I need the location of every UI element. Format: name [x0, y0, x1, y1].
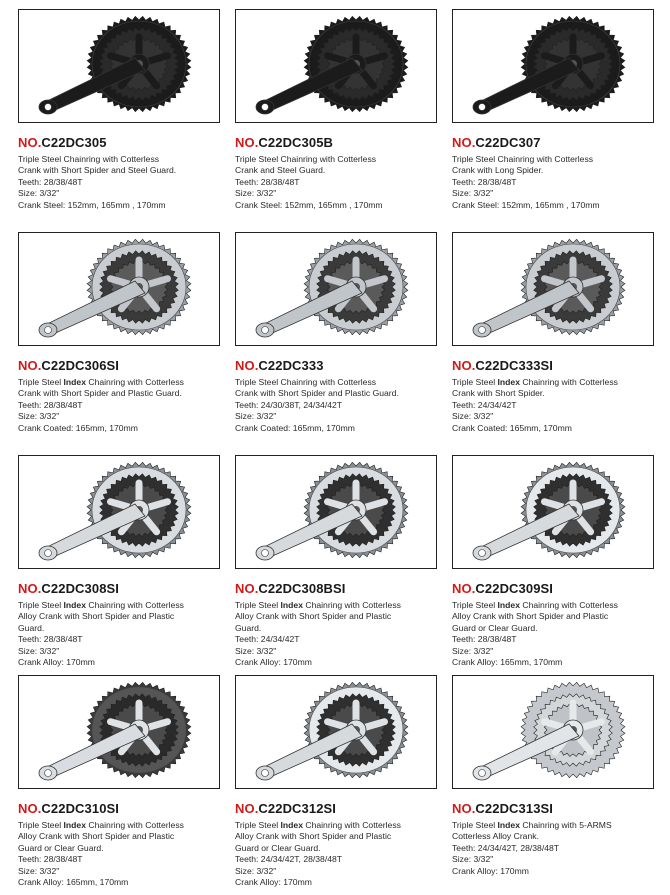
description-text: Teeth: 24/30/38T, 24/34/42T: [235, 399, 343, 410]
description-text: Chainring with Cotterless: [86, 377, 184, 387]
product-description: [18, 377, 230, 434]
description-line: [452, 388, 664, 399]
description-line: [235, 657, 447, 668]
description-line: [235, 820, 447, 831]
description-text: Crank Steel: 152mm, 165mm , 170mm: [235, 199, 383, 210]
description-line: [235, 843, 447, 854]
model-code: C22DC313SI: [475, 801, 554, 816]
description-line: [18, 388, 230, 399]
index-keyword: Index: [497, 600, 520, 610]
description-text: Crank Coated: 165mm, 170mm: [235, 422, 355, 433]
description-text: Alloy Crank with Short Spider and Plastic: [452, 611, 609, 622]
product-card: [235, 9, 447, 211]
description-line: [452, 646, 664, 657]
index-keyword: Index: [63, 377, 86, 387]
description-text: Teeth: 28/38/48T: [18, 854, 83, 865]
description-text: Size: 3/32": [18, 411, 60, 422]
product-description: [452, 600, 664, 668]
description-text: Teeth: 24/34/42T: [452, 399, 517, 410]
description-line: [18, 646, 230, 657]
description-text: Guard or Clear Guard.: [452, 622, 538, 633]
description-line: [235, 866, 447, 877]
description-text: Triple Steel: [452, 820, 498, 830]
index-keyword: Index: [280, 600, 303, 610]
description-text: Guard or Clear Guard.: [18, 842, 104, 853]
description-text: Triple Steel: [18, 600, 64, 610]
product-card: [452, 675, 664, 877]
model-number: [452, 135, 664, 150]
product-description: [18, 600, 230, 668]
description-text: Chainring with Cotterless: [86, 820, 184, 830]
product-card: [18, 9, 230, 211]
product-card: [452, 455, 664, 668]
product-card: [235, 455, 447, 668]
description-line: [235, 377, 447, 388]
description-text: Cotterless Alloy Crank.: [452, 831, 539, 842]
chainring-silver-plastic-guard-icon: [235, 232, 437, 346]
chainring-black-steel-guard-icon: [18, 9, 220, 123]
description-text: Size: 3/32": [452, 854, 494, 865]
model-code: C22DC308BSI: [258, 581, 346, 596]
description-text: Size: 3/32": [452, 188, 494, 199]
description-line: [452, 623, 664, 634]
model-number: [452, 801, 664, 816]
model-prefix: NO.: [452, 135, 476, 150]
product-description: [235, 154, 447, 211]
description-text: Teeth: 28/38/48T: [452, 176, 517, 187]
description-line: [235, 200, 447, 211]
description-line: [452, 866, 664, 877]
description-line: [18, 831, 230, 842]
description-line: [235, 854, 447, 865]
description-text: Triple Steel Chainring with Cotterless: [235, 154, 377, 164]
model-prefix: NO.: [235, 135, 259, 150]
description-line: [18, 843, 230, 854]
description-text: Crank Alloy: 170mm: [235, 657, 312, 668]
description-line: [452, 154, 664, 165]
description-line: [235, 388, 447, 399]
product-card: [18, 675, 230, 888]
description-text: Size: 3/32": [235, 645, 277, 656]
description-line: [18, 634, 230, 645]
description-text: Crank Alloy: 170mm: [452, 865, 529, 876]
model-number: [235, 358, 447, 373]
description-line: [18, 188, 230, 199]
description-text: Chainring with Cotterless: [520, 377, 618, 387]
description-text: Crank Coated: 165mm, 170mm: [452, 422, 572, 433]
model-number: [452, 581, 664, 596]
description-text: Crank with Short Spider and Plastic Guard.: [235, 388, 399, 399]
model-code: C22DC307: [475, 135, 541, 150]
model-prefix: NO.: [452, 801, 476, 816]
description-text: Chainring with Cotterless: [86, 600, 184, 610]
description-text: Crank with Long Spider.: [452, 165, 544, 176]
description-text: Crank with Short Spider and Steel Guard.: [18, 165, 177, 176]
description-text: Triple Steel Chainring with Cotterless: [235, 377, 377, 387]
description-line: [18, 854, 230, 865]
chainring-alloy-plastic-guard-icon: [235, 455, 437, 569]
description-text: Triple Steel: [18, 820, 64, 830]
description-text: Triple Steel: [235, 820, 281, 830]
product-description: [18, 154, 230, 211]
description-text: Crank Alloy: 165mm, 170mm: [452, 657, 563, 668]
description-text: Size: 3/32": [18, 645, 60, 656]
description-text: Alloy Crank with Short Spider and Plastic: [235, 831, 392, 842]
description-line: [18, 877, 230, 888]
index-keyword: Index: [63, 600, 86, 610]
description-line: [235, 154, 447, 165]
description-line: [452, 188, 664, 199]
description-line: [18, 866, 230, 877]
description-line: [452, 854, 664, 865]
product-description: [235, 377, 447, 434]
product-card: [452, 9, 664, 211]
description-line: [18, 154, 230, 165]
description-line: [452, 634, 664, 645]
description-line: [452, 657, 664, 668]
description-line: [235, 600, 447, 611]
model-number: [18, 581, 230, 596]
chainring-alloy-plastic-guard-icon: [18, 455, 220, 569]
description-line: [235, 411, 447, 422]
description-line: [235, 611, 447, 622]
description-text: Teeth: 28/38/48T: [18, 399, 83, 410]
description-line: [18, 377, 230, 388]
description-text: Teeth: 24/34/42T: [235, 634, 300, 645]
description-line: [452, 400, 664, 411]
product-card: [18, 455, 230, 668]
chainring-black-steel-guard-icon: [235, 9, 437, 123]
model-prefix: NO.: [235, 801, 259, 816]
product-description: [235, 600, 447, 668]
description-text: Triple Steel: [235, 600, 281, 610]
description-line: [452, 165, 664, 176]
description-text: Crank Coated: 165mm, 170mm: [18, 422, 138, 433]
description-line: [235, 831, 447, 842]
description-text: Crank with Short Spider and Plastic Guard.: [18, 388, 182, 399]
chainring-black-long-spider-icon: [452, 9, 654, 123]
description-line: [235, 634, 447, 645]
description-text: Guard.: [18, 622, 45, 633]
description-text: Crank Steel: 152mm, 165mm , 170mm: [452, 199, 600, 210]
index-keyword: Index: [497, 377, 520, 387]
model-number: [18, 801, 230, 816]
product-card: [18, 232, 230, 434]
model-number: [18, 358, 230, 373]
index-keyword: Index: [63, 820, 86, 830]
model-code: C22DC305B: [258, 135, 334, 150]
description-text: Teeth: 28/38/48T: [235, 176, 300, 187]
description-line: [452, 411, 664, 422]
description-text: Triple Steel: [18, 377, 64, 387]
description-text: Triple Steel Chainring with Cotterless: [18, 154, 160, 164]
description-line: [452, 831, 664, 842]
description-line: [18, 423, 230, 434]
model-code: C22DC333: [258, 358, 324, 373]
model-number: [18, 135, 230, 150]
description-text: Chainring with Cotterless: [303, 820, 401, 830]
product-card: [452, 232, 664, 434]
model-number: [235, 135, 447, 150]
description-line: [235, 177, 447, 188]
description-text: Triple Steel: [452, 600, 498, 610]
description-text: Teeth: 28/38/48T: [18, 634, 83, 645]
description-line: [18, 400, 230, 411]
description-text: Alloy Crank with Short Spider and Plastic: [18, 831, 175, 842]
model-prefix: NO.: [18, 581, 42, 596]
index-keyword: Index: [497, 820, 520, 830]
description-line: [452, 423, 664, 434]
description-line: [452, 820, 664, 831]
model-code: C22DC310SI: [41, 801, 120, 816]
description-line: [235, 400, 447, 411]
description-line: [18, 177, 230, 188]
description-text: Teeth: 28/38/48T: [452, 634, 517, 645]
description-text: Size: 3/32": [235, 865, 277, 876]
description-text: Size: 3/32": [18, 188, 60, 199]
description-text: Crank Alloy: 170mm: [235, 877, 312, 888]
description-text: Alloy Crank with Short Spider and Plastic: [235, 611, 392, 622]
product-description: [452, 377, 664, 434]
description-line: [235, 188, 447, 199]
description-text: Crank Alloy: 165mm, 170mm: [18, 877, 129, 888]
description-line: [452, 200, 664, 211]
model-prefix: NO.: [452, 358, 476, 373]
product-description: [235, 820, 447, 888]
description-text: Size: 3/32": [452, 411, 494, 422]
model-prefix: NO.: [452, 581, 476, 596]
model-prefix: NO.: [235, 581, 259, 596]
chainring-alloy-5-arms-icon: [452, 675, 654, 789]
description-line: [18, 411, 230, 422]
description-line: [18, 611, 230, 622]
description-text: Size: 3/32": [452, 645, 494, 656]
description-line: [452, 843, 664, 854]
description-line: [18, 600, 230, 611]
description-text: Chainring with 5-ARMS: [520, 820, 612, 830]
model-prefix: NO.: [235, 358, 259, 373]
description-text: Teeth: 24/34/42T, 28/38/48T: [452, 842, 560, 853]
description-line: [452, 600, 664, 611]
description-line: [452, 611, 664, 622]
product-card: [235, 232, 447, 434]
description-text: Crank Steel: 152mm, 165mm , 170mm: [18, 199, 166, 210]
chainring-alloy-clear-guard-icon: [235, 675, 437, 789]
description-line: [235, 423, 447, 434]
description-line: [452, 177, 664, 188]
model-number: [235, 801, 447, 816]
model-number: [452, 358, 664, 373]
description-text: Teeth: 24/34/42T, 28/38/48T: [235, 854, 343, 865]
chainring-silver-short-spider-icon: [452, 232, 654, 346]
description-line: [18, 623, 230, 634]
description-line: [18, 200, 230, 211]
description-line: [235, 623, 447, 634]
description-text: Guard.: [235, 622, 262, 633]
index-keyword: Index: [280, 820, 303, 830]
description-line: [235, 877, 447, 888]
model-code: C22DC306SI: [41, 358, 120, 373]
description-text: Crank and Steel Guard.: [235, 165, 326, 176]
description-line: [18, 657, 230, 668]
description-line: [235, 165, 447, 176]
description-text: Size: 3/32": [235, 411, 277, 422]
description-text: Crank with Short Spider.: [452, 388, 545, 399]
description-text: Size: 3/32": [18, 865, 60, 876]
description-text: Triple Steel: [452, 377, 498, 387]
model-prefix: NO.: [18, 801, 42, 816]
description-text: Teeth: 28/38/48T: [18, 176, 83, 187]
description-text: Alloy Crank with Short Spider and Plastic: [18, 611, 175, 622]
description-text: Size: 3/32": [235, 188, 277, 199]
chainring-alloy-clear-guard-icon: [452, 455, 654, 569]
product-card: [235, 675, 447, 888]
description-line: [235, 646, 447, 657]
model-code: C22DC308SI: [41, 581, 120, 596]
model-code: C22DC309SI: [475, 581, 554, 596]
description-line: [452, 377, 664, 388]
description-text: Triple Steel Chainring with Cotterless: [452, 154, 594, 164]
description-text: Guard or Clear Guard.: [235, 842, 321, 853]
description-text: Chainring with Cotterless: [303, 600, 401, 610]
description-line: [18, 165, 230, 176]
description-line: [18, 820, 230, 831]
product-description: [452, 820, 664, 877]
chainring-silver-plastic-guard-icon: [18, 232, 220, 346]
model-code: C22DC312SI: [258, 801, 337, 816]
chainring-alloy-dark-rings-icon: [18, 675, 220, 789]
model-number: [235, 581, 447, 596]
model-code: C22DC305: [41, 135, 107, 150]
description-text: Chainring with Cotterless: [520, 600, 618, 610]
product-description: [18, 820, 230, 888]
model-code: C22DC333SI: [475, 358, 554, 373]
product-description: [452, 154, 664, 211]
description-text: Crank Alloy: 170mm: [18, 657, 95, 668]
model-prefix: NO.: [18, 358, 42, 373]
model-prefix: NO.: [18, 135, 42, 150]
